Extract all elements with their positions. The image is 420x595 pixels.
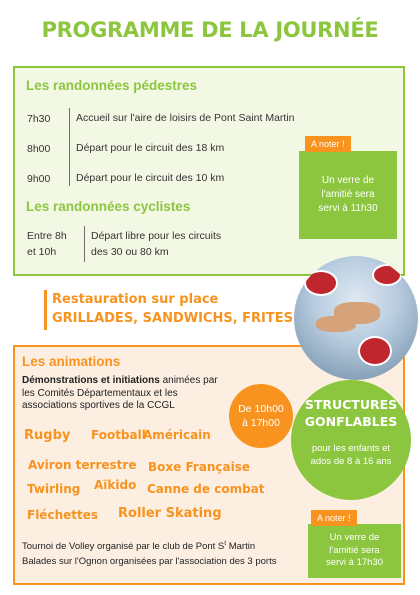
cycling-time-line1: Entre 8h bbox=[27, 230, 67, 242]
cycling-divider bbox=[84, 226, 85, 262]
sport-label: Fléchettes bbox=[27, 508, 98, 522]
sport-label: Twirling bbox=[27, 482, 81, 496]
demo-bold-text: Démonstrations et initiations bbox=[22, 375, 160, 386]
cycling-text-line2: des 30 ou 80 km bbox=[91, 246, 169, 258]
note-line: l'amitié sera bbox=[321, 189, 375, 200]
sport-label: Rugby bbox=[24, 428, 71, 443]
restauration-title: Restauration sur place bbox=[52, 292, 219, 307]
restauration-marker bbox=[44, 290, 47, 330]
sport-label: Roller Skating bbox=[118, 506, 222, 521]
inflatables-audience bbox=[296, 443, 406, 468]
note-line: Un verre de bbox=[329, 532, 380, 544]
note-box bbox=[308, 524, 401, 578]
note-line: Un verre de bbox=[321, 175, 375, 186]
volley-info bbox=[22, 540, 255, 552]
note-line: servi à 17h30 bbox=[325, 557, 384, 569]
volley-text-end: Martin bbox=[226, 541, 256, 553]
inflatables-audience-line: pour les enfants et bbox=[311, 443, 391, 454]
cycling-heading: Les randonnées cyclistes bbox=[26, 199, 191, 214]
hands-shape bbox=[316, 316, 356, 332]
inflatables-title-line: GONFLABLES bbox=[304, 414, 398, 429]
hiking-divider bbox=[69, 108, 70, 186]
hiking-time: 9h00 bbox=[27, 173, 51, 185]
demo-rest-text: animées par les Comités Départementaux et les associations sportives de la CCGL bbox=[22, 375, 218, 411]
sport-label: Canne de combat bbox=[147, 482, 265, 496]
note-line: l'amitié sera bbox=[329, 544, 380, 556]
hiking-item: Départ pour le circuit des 18 km bbox=[76, 142, 225, 154]
note-tag: A noter ! bbox=[311, 510, 357, 526]
hours-line: De 10h00 bbox=[238, 403, 284, 415]
volley-text: Tournoi de Volley organisé par le club de Pont S bbox=[22, 541, 225, 553]
note-box bbox=[299, 151, 397, 239]
note-line: servi à 11h30 bbox=[318, 203, 378, 214]
hiking-time: 7h30 bbox=[27, 113, 51, 125]
hiking-item: Accueil sur l'aire de loisirs de Pont Saint Martin bbox=[76, 112, 295, 124]
volley-text-sup: t bbox=[224, 540, 227, 547]
inflatables-audience-line: ados de 8 à 16 ans bbox=[310, 455, 392, 467]
hiking-item: Départ pour le circuit des 10 km bbox=[76, 172, 225, 184]
inflatables-title bbox=[291, 396, 411, 430]
inflatables-title-line: STRUCTURES bbox=[304, 397, 398, 412]
helmet-shape bbox=[372, 264, 402, 286]
hours-line: à 17h00 bbox=[242, 417, 280, 429]
note-tag: A noter ! bbox=[305, 136, 351, 152]
cycling-time-line2: et 10h bbox=[27, 246, 57, 258]
sport-label: Américain bbox=[143, 428, 211, 442]
team-huddle-photo bbox=[294, 256, 418, 380]
animations-description bbox=[22, 375, 232, 413]
sport-label: Boxe Française bbox=[148, 460, 251, 474]
helmet-shape bbox=[304, 270, 338, 296]
animations-heading: Les animations bbox=[22, 354, 121, 369]
hours-badge bbox=[229, 384, 293, 448]
page-title: PROGRAMME DE LA JOURNÉE bbox=[41, 18, 379, 42]
sport-label: Aviron terrestre bbox=[28, 458, 137, 472]
sport-label: Football bbox=[91, 428, 146, 442]
ognon-info: Balades sur l'Ognon organisées par l'association des 3 ports bbox=[22, 556, 277, 567]
cycling-text-line1: Départ libre pour les circuits bbox=[91, 230, 222, 242]
hiking-heading: Les randonnées pédestres bbox=[26, 78, 198, 93]
restauration-menu: GRILLADES, SANDWICHS, FRITES bbox=[52, 311, 294, 326]
helmet-shape bbox=[358, 336, 392, 366]
sport-label: Aïkido bbox=[94, 478, 137, 492]
hiking-time: 8h00 bbox=[27, 143, 51, 155]
